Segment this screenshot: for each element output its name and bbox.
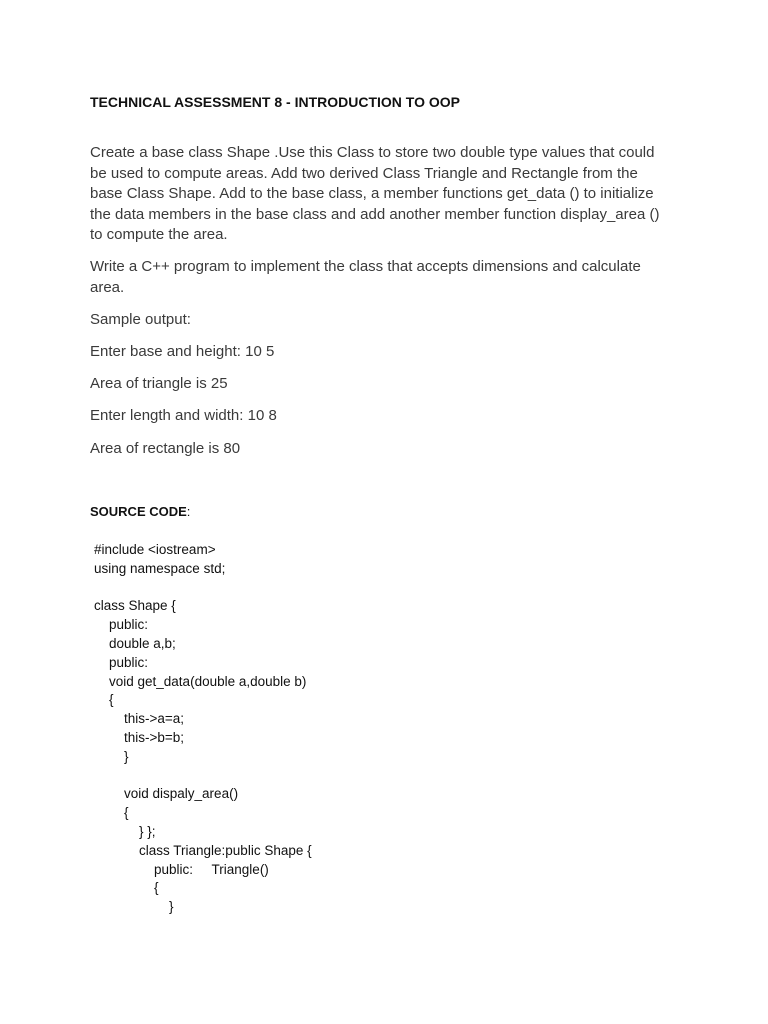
code-line: this->b=b; [94,729,185,745]
code-line: { [94,692,114,708]
paragraph-line: Create a base class Shape .Use this Class to store two double type values that could [90,144,655,161]
paragraph-line: be used to compute areas. Add two derived Class Triangle and Rectangle from the [90,164,638,182]
source-code-heading [90,504,190,519]
sample-output-line: Enter length and width: 10 8 [90,407,277,424]
paragraph-line: to compute the area. [90,226,228,243]
code-line: void get_data(double a,double b) [94,673,307,689]
sample-output-line: Area of triangle is 25 [90,375,228,392]
source-code-heading-colon: : [186,504,191,519]
paragraph-line: area. [90,278,125,296]
sample-output-line: Area of rectangle is 80 [90,440,241,457]
code-line: using namespace std; [94,560,226,576]
code-line: public: [94,654,149,670]
code-line: { [94,880,159,896]
intro-paragraph [90,143,670,246]
code-line: } }; [94,823,156,839]
paragraph-line: Write a C++ program to implement the class that accepts dimensions and calculate [90,258,641,275]
source-code-heading-label: SOURCE CODE [90,504,187,519]
sample-output-label: Sample output: [90,311,191,328]
code-line: class Shape { [94,598,176,614]
code-line: this->a=a; [94,711,185,727]
code-line [94,767,312,786]
code-line: class Triangle:public Shape { [94,842,312,858]
task-paragraph [90,257,670,298]
sample-output-line: Enter base and height: 10 5 [90,343,275,360]
code-line: double a,b; [94,635,176,651]
code-line: { [94,805,129,821]
code-line: #include <iostream> [94,542,216,557]
code-line: public: Triangle() [94,861,269,877]
code-line [94,579,312,598]
source-code-block [94,541,312,917]
page-title: TECHNICAL ASSESSMENT 8 - INTRODUCTION TO OOP [90,94,460,110]
code-line: } [94,899,174,915]
code-line: } [94,748,129,764]
paragraph-line: base Class Shape. Add to the base class, a member functions get_data () to initialize [90,185,654,202]
code-line: public: [94,617,149,633]
code-line: void dispaly_area() [94,786,239,802]
paragraph-line: the data members in the base class and add another member function display_area () [90,205,660,223]
